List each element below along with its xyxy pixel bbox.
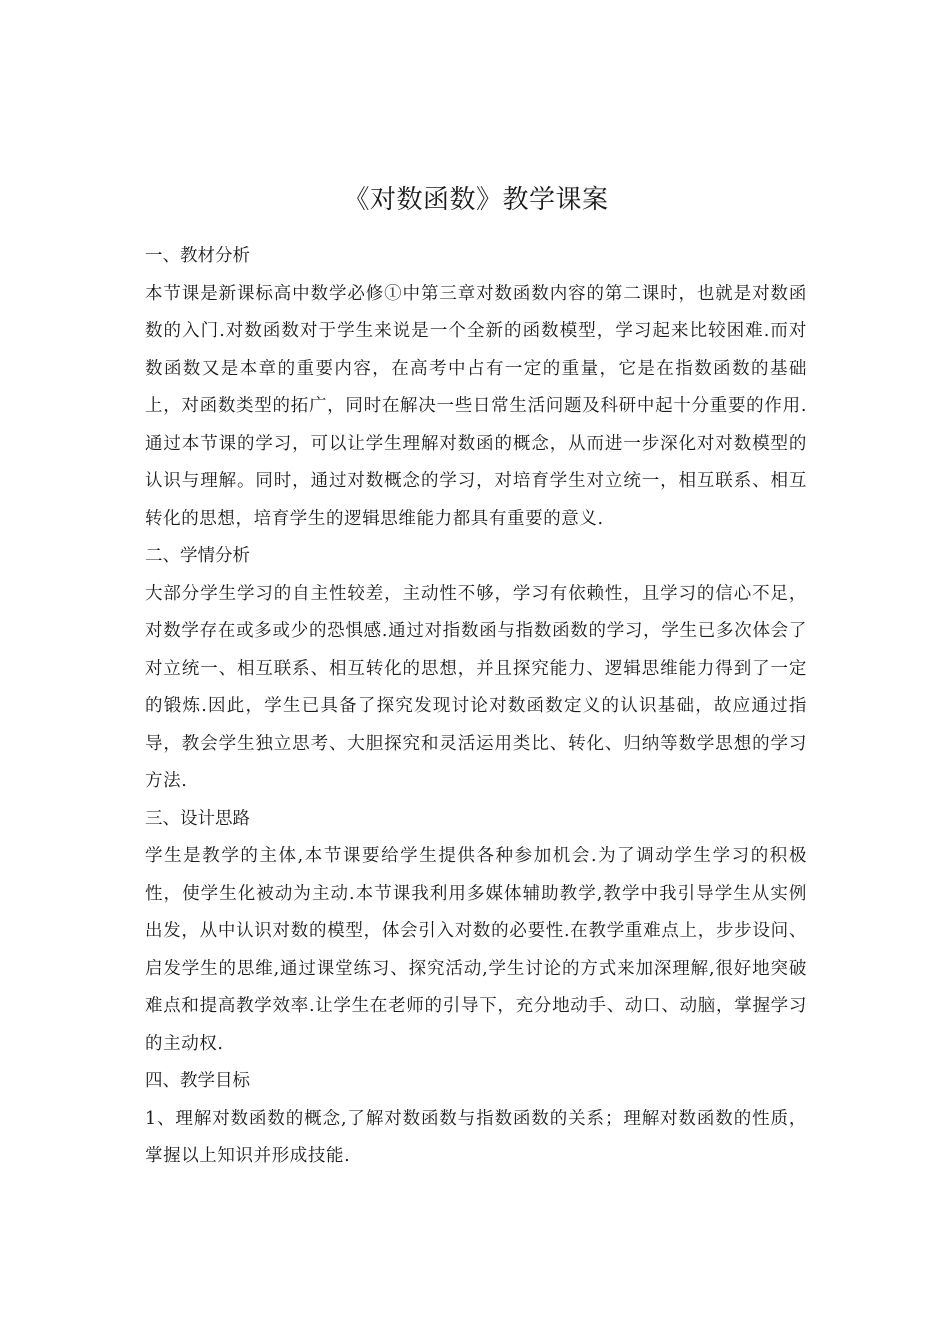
document-page bbox=[145, 174, 807, 1176]
section-student-analysis bbox=[145, 538, 807, 801]
section-heading: 二、学情分析 bbox=[145, 546, 250, 566]
section-teaching-material-analysis bbox=[145, 238, 807, 538]
section-paragraph: 1、理解对数函数的概念,了解对数函数与指数函数的关系；理解对数函数的性质，掌握以上知识并形成技能. bbox=[145, 1108, 807, 1166]
section-heading: 三、设计思路 bbox=[145, 808, 250, 829]
section-paragraph: 大部分学生学习的自主性较差，主动性不够，学习有依赖性，且学习的信心不足，对数学存在或多或少的恐惧感.通过对指数函与指数函数的学习，学生已多次体会了对立统一、相互联系、相互转化的思想，并且探究能力、逻辑思维能力得到了一定的锻炼.因此，学生已具备了探究发现讨论对数函数定义的认识基础，故应通过指导，教会学生独立思考、大胆探究和灵活运用类比、转化、归纳等数学思想的学习方法. bbox=[145, 583, 807, 791]
section-heading: 一、教材分析 bbox=[145, 246, 250, 266]
document-title: 《对数函数》教学课案 bbox=[343, 185, 609, 215]
section-heading: 四、教学目标 bbox=[145, 1071, 250, 1091]
section-teaching-objectives bbox=[145, 1063, 807, 1176]
section-paragraph: 学生是教学的主体,本节课要给学生提供各种参加机会.为了调动学生学习的积极性，使学生化被动为主动.本节课我利用多媒体辅助教学,教学中我引导学生从实例出发，从中认识对数的模型，体会引入对数的必要性.在教学重难点上，步步设问、启发学生的思维,通过课堂练习、探究活动,学生讨论的方式来加深理解,很好地突破难点和提高教学效率.让学生在老师的引导下，充分地动手、动口、动脑，掌握学习的主动权. bbox=[145, 846, 807, 1054]
section-paragraph: 本节课是新课标高中数学必修①中第三章对数函数内容的第二课时，也就是对数函数的入门.对数函数对于学生来说是一个全新的函数模型，学习起来比较困难.而对数函数又是本章的重要内容，在高考中占有一定的重量，它是在指数函数的基础上，对函数类型的拓广，同时在解决一些日常生活问题及科研中起十分重要的作用.通过本节课的学习，可以让学生理解对数函的概念，从而进一步深化对对数模型的认识与理解。同时，通过对数概念的学习，对培育学生对立统一，相互联系、相互转化的思想，培育学生的逻辑思维能力都具有重要的意义. bbox=[145, 283, 807, 529]
section-design-approach bbox=[145, 801, 807, 1064]
